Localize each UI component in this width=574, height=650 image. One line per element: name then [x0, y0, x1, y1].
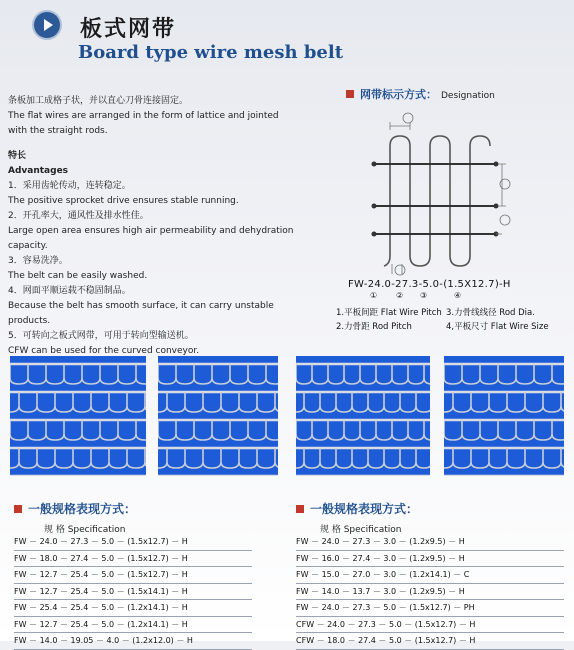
advantage-1-cn: 1．采用齿轮传动，连转稳定。 [8, 181, 131, 191]
table-row: FW － 16.0 － 27.4 － 3.0 － (1.2x9.5) － H [296, 551, 564, 568]
advantage-4-en: Because the belt has smooth surface, it can carry unstable products. [8, 301, 274, 326]
table-row: FW － 24.0 － 27.3 － 3.0 － (1.2x9.5) － H [296, 534, 564, 551]
designation-heading-cn: 网带标示方式： [360, 88, 437, 101]
table-row: FW － 25.4 － 25.4 － 5.0 － (1.2x14.1) － H [14, 600, 252, 617]
bullet-square-icon [346, 90, 354, 98]
page-title-cn: 板式网带 [80, 17, 177, 42]
mesh-photo-1 [10, 356, 146, 476]
spec-right-heading-text: 一般规格表现方式： [310, 502, 419, 516]
designation-heading-en: Designation [441, 91, 495, 101]
legend-item-1: 1.平板间距 Flat Wire Pitch [336, 308, 442, 318]
table-row: FW － 24.0 － 27.3 － 5.0 － (1.5x12.7) － PH [296, 600, 564, 617]
table-row: FW － 18.0 － 27.4 － 5.0 － (1.5x12.7) － H [14, 551, 252, 568]
table-row: CFW － 18.0 － 27.4 － 5.0 － (1.5x12.7) － H [296, 633, 564, 650]
table-row: FW － 15.0 － 27.0 － 3.0 － (1.2x14.1) － C [296, 567, 564, 584]
spec-left-table [14, 534, 252, 650]
description-cn: 条板加工成格子状，并以直心刀骨连接固定。 [8, 96, 189, 106]
page-title-en: Board type wire mesh belt [78, 42, 344, 63]
advantages-heading-en: Advantages [8, 166, 69, 176]
marker-2: ② [396, 291, 404, 300]
advantage-4-cn: 4．网面平顺运载不稳固制品。 [8, 286, 131, 296]
mesh-structure-diagram [362, 106, 512, 276]
advantage-3-cn: 3．容易洗净。 [8, 256, 68, 266]
bullet-square-icon [296, 505, 304, 513]
designation-code: FW-24.0-27.3-5.0-(1.5X12.7)-H [348, 279, 511, 290]
advantages-heading-cn: 特长 [8, 151, 27, 161]
mesh-photo-4 [444, 356, 564, 476]
legend-item-2: 2.力骨距 Rod Pitch [336, 322, 412, 332]
marker-1: ① [370, 291, 378, 300]
advantage-1-en: The positive sprocket drive ensures stable running. [8, 196, 239, 206]
advantage-3-en: The belt can be easily washed. [8, 271, 148, 281]
spec-left-heading [14, 500, 136, 517]
description-block [8, 94, 298, 359]
legend-item-4: 4,平板尺寸 Flat Wire Size [446, 322, 549, 332]
table-row: FW － 24.0 － 27.3 － 5.0 － (1.5x12.7) － H [14, 534, 252, 551]
marker-3: ③ [420, 291, 428, 300]
spec-right-table [296, 534, 564, 650]
advantage-2-en: Large open area ensures high air permeability and dehydration capacity. [8, 226, 294, 251]
designation-heading [346, 86, 495, 102]
table-row: FW － 12.7 － 25.4 － 5.0 － (1.5x14.1) － H [14, 584, 252, 601]
spec-left-heading-text: 一般规格表现方式： [28, 502, 137, 516]
designation-legend [336, 306, 566, 334]
table-row: FW － 12.7 － 25.4 － 5.0 － (1.2x14.1) － H [14, 617, 252, 634]
table-row: FW － 14.0 － 19.05 － 4.0 － (1.2x12.0) － H [14, 633, 252, 650]
description-en: The flat wires are arranged in the form of lattice and jointed with the straight rods. [8, 111, 279, 136]
advantage-5-cn: 5．可转向之板式网带，可用于转向型输送机。 [8, 331, 194, 341]
advantage-5-en: CFW can be used for the curved conveyor. [8, 346, 200, 356]
play-circle-icon [34, 12, 60, 38]
mesh-photo-2 [158, 356, 278, 476]
spec-right-label: 规 格 Specification [320, 525, 402, 535]
table-row: FW － 14.0 － 13.7 － 3.0 － (1.2x9.5) － H [296, 584, 564, 601]
marker-4: ④ [454, 291, 462, 300]
bullet-square-icon [14, 505, 22, 513]
spec-left-label: 规 格 Specification [44, 525, 126, 535]
mesh-photo-3 [296, 356, 430, 476]
table-row: FW － 12.7 － 25.4 － 5.0 － (1.5x12.7) － H [14, 567, 252, 584]
advantage-2-cn: 2．开孔率大，通风性及排水性佳。 [8, 211, 149, 221]
legend-item-3: 3.力骨线线径 Rod Dia. [446, 308, 535, 318]
table-row: CFW － 24.0 － 27.3 － 5.0 － (1.5x12.7) － H [296, 617, 564, 634]
spec-right-heading [296, 500, 418, 517]
